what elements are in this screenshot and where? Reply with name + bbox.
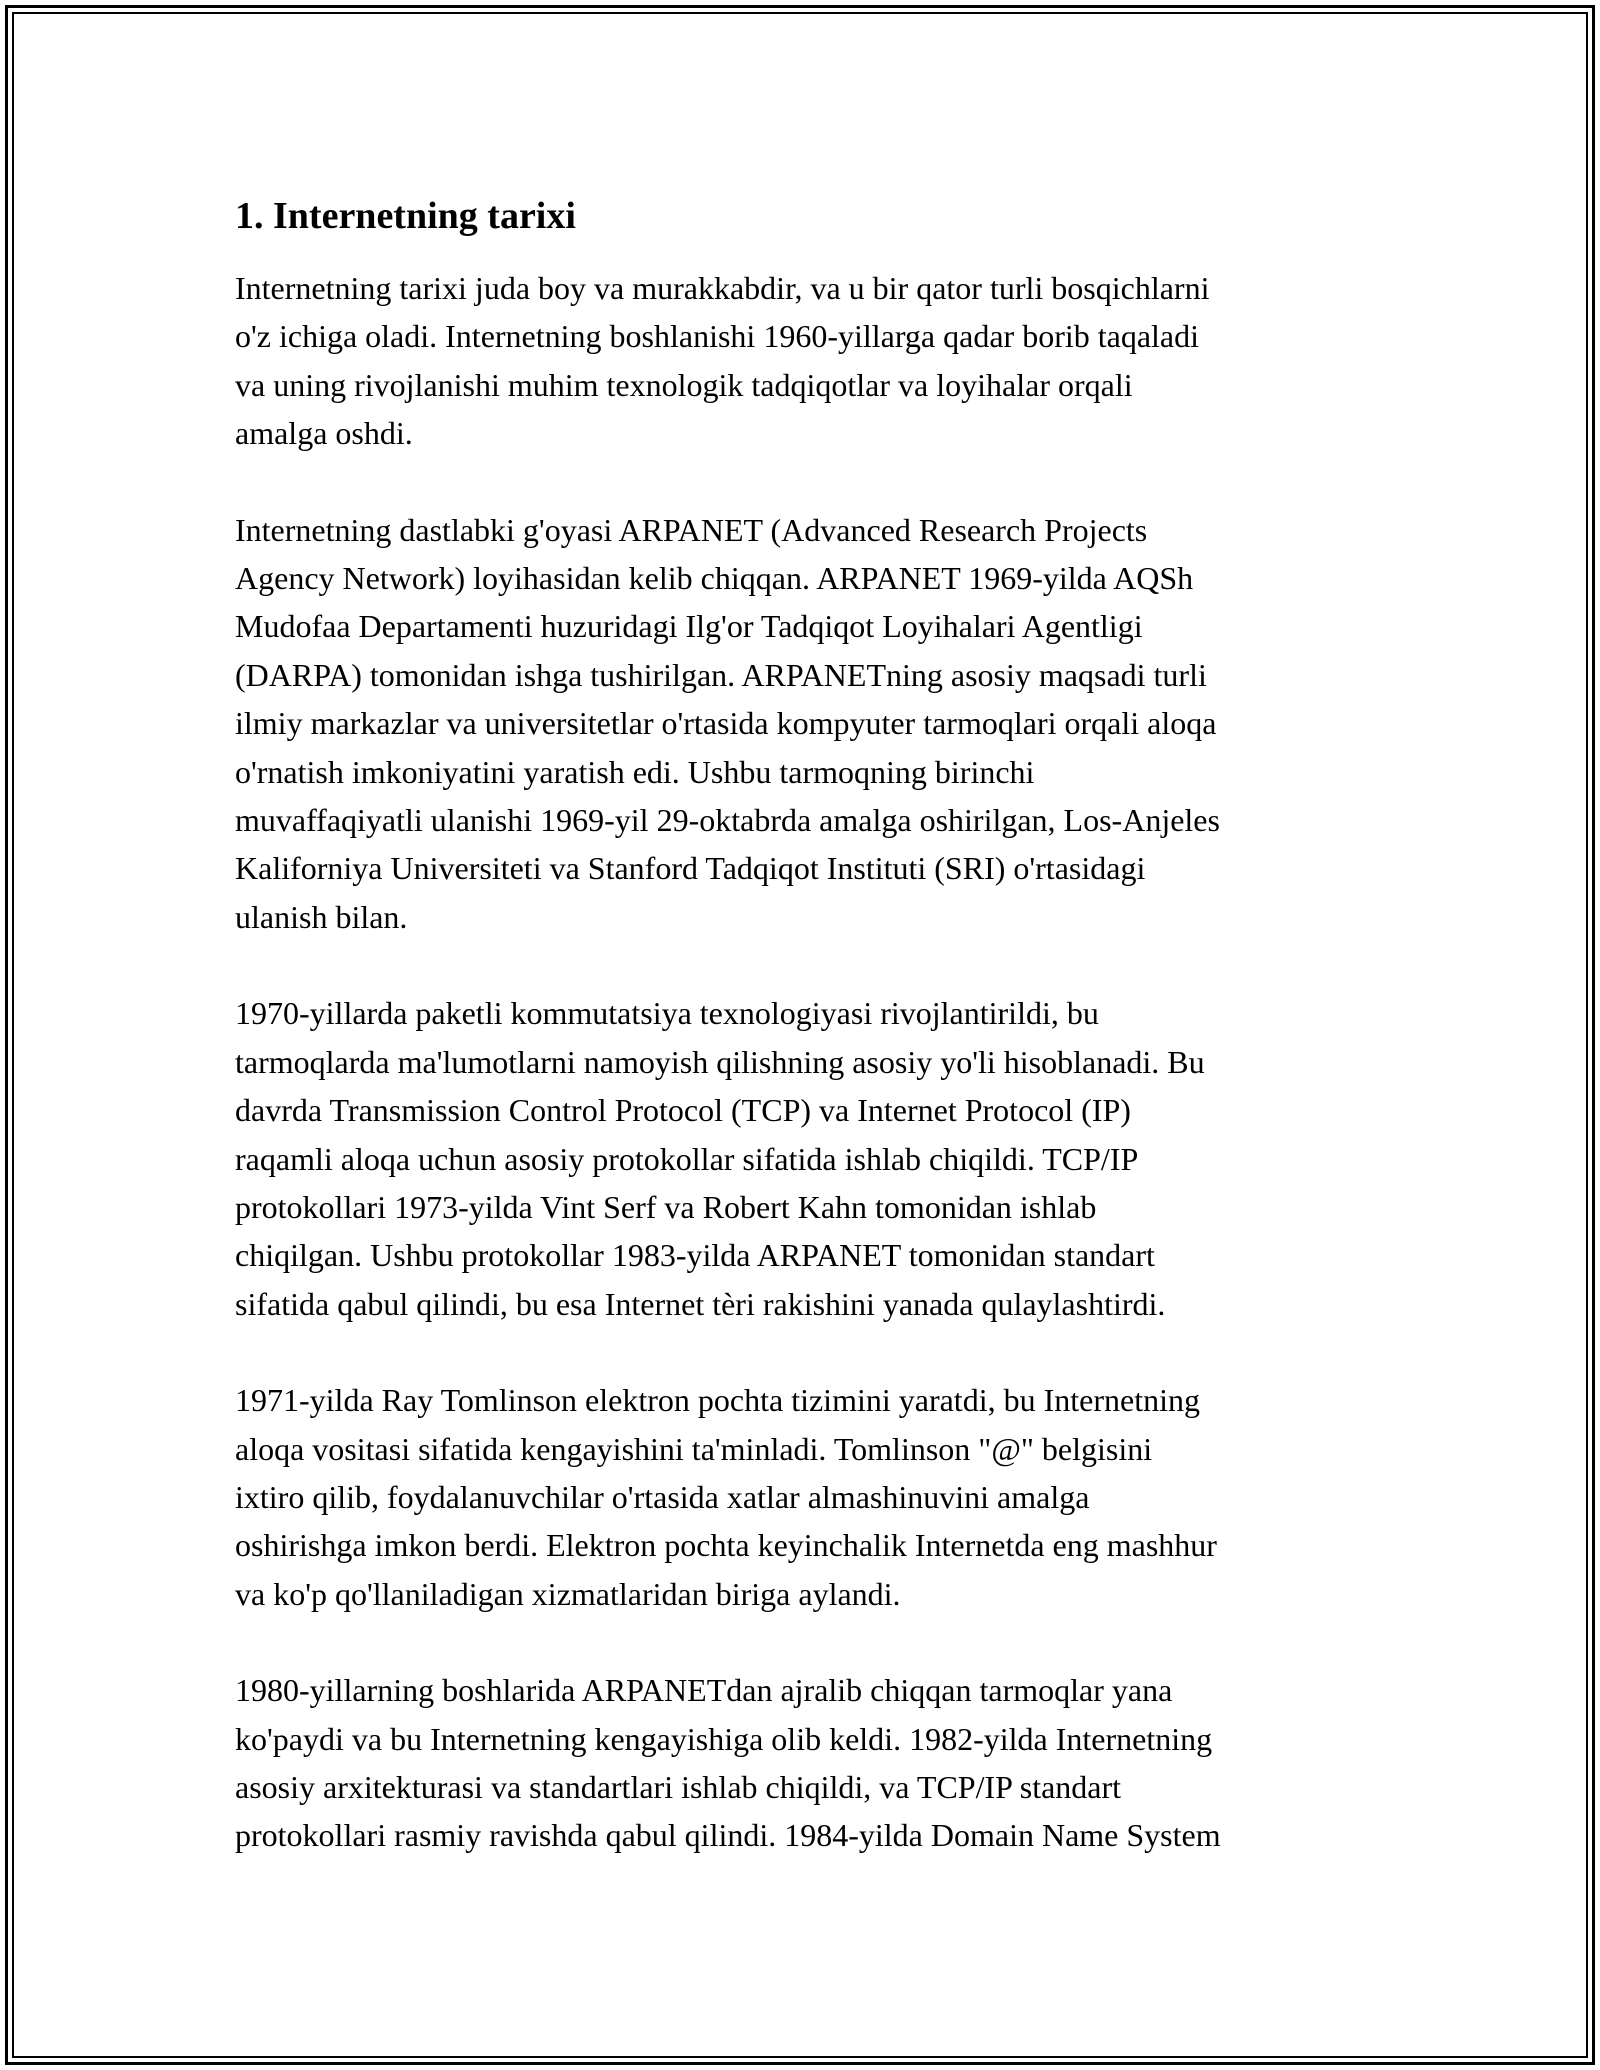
paragraph-arpanet: Internetning dastlabki g'oyasi ARPANET (Advanced Research Projects Agency Network) loyihasidan kelib chiqqan. ARPANET 1969-yilda AQSh Mudofaa Departamenti huzuridagi Ilg'or Tadqiqot Loyihalari Agentligi (DARPA) tomonidan ishga tushirilgan. ARPANETning asosiy maqsadi turli ilmiy markazlar va universitetlar o'rtasida kompyuter tarmoqlari orqali aloqa o'rnatish imkoniyatini yaratish edi. Ushbu tarmoqning birinchi muvaffaqiyatli ulanishi 1969-yil 29-oktabrda amalga oshirilgan, Los-Anjeles Kaliforniya Universiteti va Stanford Tadqiqot Instituti (SRI) o'rtasidagi ulanish bilan.	[235, 511, 1220, 935]
paragraph-1980s: 1980-yillarning boshlarida ARPANETdan ajralib chiqqan tarmoqlar yana ko'paydi va bu Internetning kengayishiga olib keldi. 1982-yilda Internetning asosiy arxitekturasi va standartlari ishlab chiqildi, va TCP/IP standart protokollari rasmiy ravishda qabul qilindi. 1984-yilda Domain Name System	[235, 1672, 1221, 1854]
document-body	[235, 188, 1375, 1908]
paragraph-tcp-ip: 1970-yillarda paketli kommutatsiya texnologiyasi rivojlantirildi, bu tarmoqlarda ma'lumotlarni namoyish qilishning asosiy yo'li hisoblanadi. Bu davrda Transmission Control Protocol (TCP) va Internet Protocol (IP) raqamli aloqa uchun asosiy protokollar sifatida ishlab chiqildi. TCP/IP protokollari 1973-yilda Vint Serf va Robert Kahn tomonidan ishlab chiqilgan. Ushbu protokollar 1983-yilda ARPANET tomonidan standart sifatida qabul qilindi, bu esa Internet tèri rakishini yanada qulaylashtirdi.	[235, 995, 1205, 1322]
paragraph-email: 1971-yilda Ray Tomlinson elektron pochta tizimini yaratdi, bu Internetning aloqa vositasi sifatida kengayishini ta'minladi. Tomlinson "@" belgisini ixtiro qilib, foydalanuvchilar o'rtasida xatlar almashinuvini amalga oshirishga imkon berdi. Elektron pochta keyinchalik Internetda eng mashhur va ko'p qo'llaniladigan xizmatlaridan biriga aylandi.	[235, 1382, 1217, 1612]
section-heading: 1. Internetning tarixi	[235, 195, 576, 237]
paragraph-intro: Internetning tarixi juda boy va murakkabdir, va u bir qator turli bosqichlarni o'z ichiga oladi. Internetning boshlanishi 1960-yillarga qadar borib taqaladi va uning rivojlanishi muhim texnologik tadqiqotlar va loyihalar orqali amalga oshdi.	[235, 270, 1210, 452]
